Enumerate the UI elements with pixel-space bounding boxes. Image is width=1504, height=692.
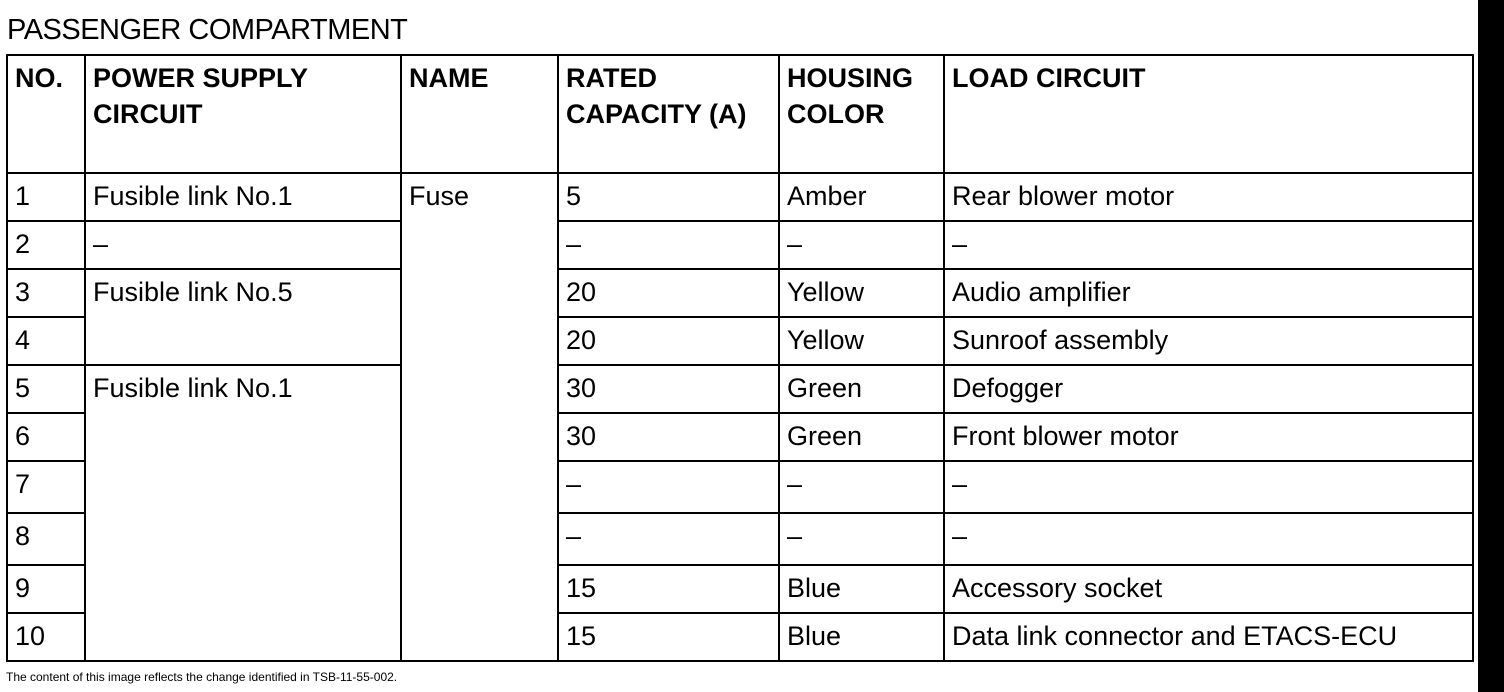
cell-load: Audio amplifier [944, 269, 1473, 317]
cell-rated: 20 [558, 269, 779, 317]
cell-name: Fuse [401, 173, 558, 661]
cell-load: Rear blower motor [944, 173, 1473, 221]
cell-housing: – [779, 221, 944, 269]
cell-rated: 15 [558, 565, 779, 613]
cell-no: 7 [7, 461, 85, 513]
header-housing-color: HOUSING COLOR [779, 55, 944, 173]
cell-load: – [944, 513, 1473, 565]
cell-no: 8 [7, 513, 85, 565]
header-no: NO. [7, 55, 85, 173]
cell-rated: – [558, 221, 779, 269]
cell-rated: – [558, 513, 779, 565]
cell-housing: – [779, 513, 944, 565]
cell-housing: Green [779, 365, 944, 413]
cell-load: – [944, 221, 1473, 269]
cell-load: Defogger [944, 365, 1473, 413]
page-title: PASSENGER COMPARTMENT [7, 14, 408, 46]
cell-housing: Yellow [779, 317, 944, 365]
cell-no: 1 [7, 173, 85, 221]
footnote: The content of this image reflects the change identified in TSB-11-55-002. [6, 670, 398, 684]
cell-power-supply: Fusible link No.1 [85, 365, 401, 661]
cell-load: Accessory socket [944, 565, 1473, 613]
fuse-table [6, 54, 1474, 662]
cell-rated: 15 [558, 613, 779, 661]
cell-housing: Green [779, 413, 944, 461]
cell-no: 9 [7, 565, 85, 613]
cell-housing: Yellow [779, 269, 944, 317]
header-rated-capacity: RATED CAPACITY (A) [558, 55, 779, 173]
table-row [7, 269, 1473, 317]
cell-no: 4 [7, 317, 85, 365]
cell-rated: 5 [558, 173, 779, 221]
cell-load: Front blower motor [944, 413, 1473, 461]
cell-housing: Blue [779, 613, 944, 661]
table-row [7, 365, 1473, 413]
cell-load: Sunroof assembly [944, 317, 1473, 365]
table-row [7, 173, 1473, 221]
cell-load: Data link connector and ETACS-ECU [944, 613, 1473, 661]
cell-no: 2 [7, 221, 85, 269]
cell-power-supply: Fusible link No.1 [85, 173, 401, 221]
cell-rated: 30 [558, 365, 779, 413]
header-load-circuit: LOAD CIRCUIT [944, 55, 1473, 173]
cell-housing: Amber [779, 173, 944, 221]
cell-rated: 30 [558, 413, 779, 461]
cell-no: 10 [7, 613, 85, 661]
header-name: NAME [401, 55, 558, 173]
cell-power-supply: Fusible link No.5 [85, 269, 401, 365]
cell-rated: 20 [558, 317, 779, 365]
cell-no: 6 [7, 413, 85, 461]
cell-no: 3 [7, 269, 85, 317]
header-power-supply: POWER SUPPLY CIRCUIT [85, 55, 401, 173]
cell-power-supply: – [85, 221, 401, 269]
page-edge-bar [1478, 0, 1504, 692]
cell-load: – [944, 461, 1473, 513]
cell-no: 5 [7, 365, 85, 413]
cell-housing: Blue [779, 565, 944, 613]
table-header-row [7, 55, 1473, 173]
table-row [7, 221, 1473, 269]
cell-rated: – [558, 461, 779, 513]
cell-housing: – [779, 461, 944, 513]
